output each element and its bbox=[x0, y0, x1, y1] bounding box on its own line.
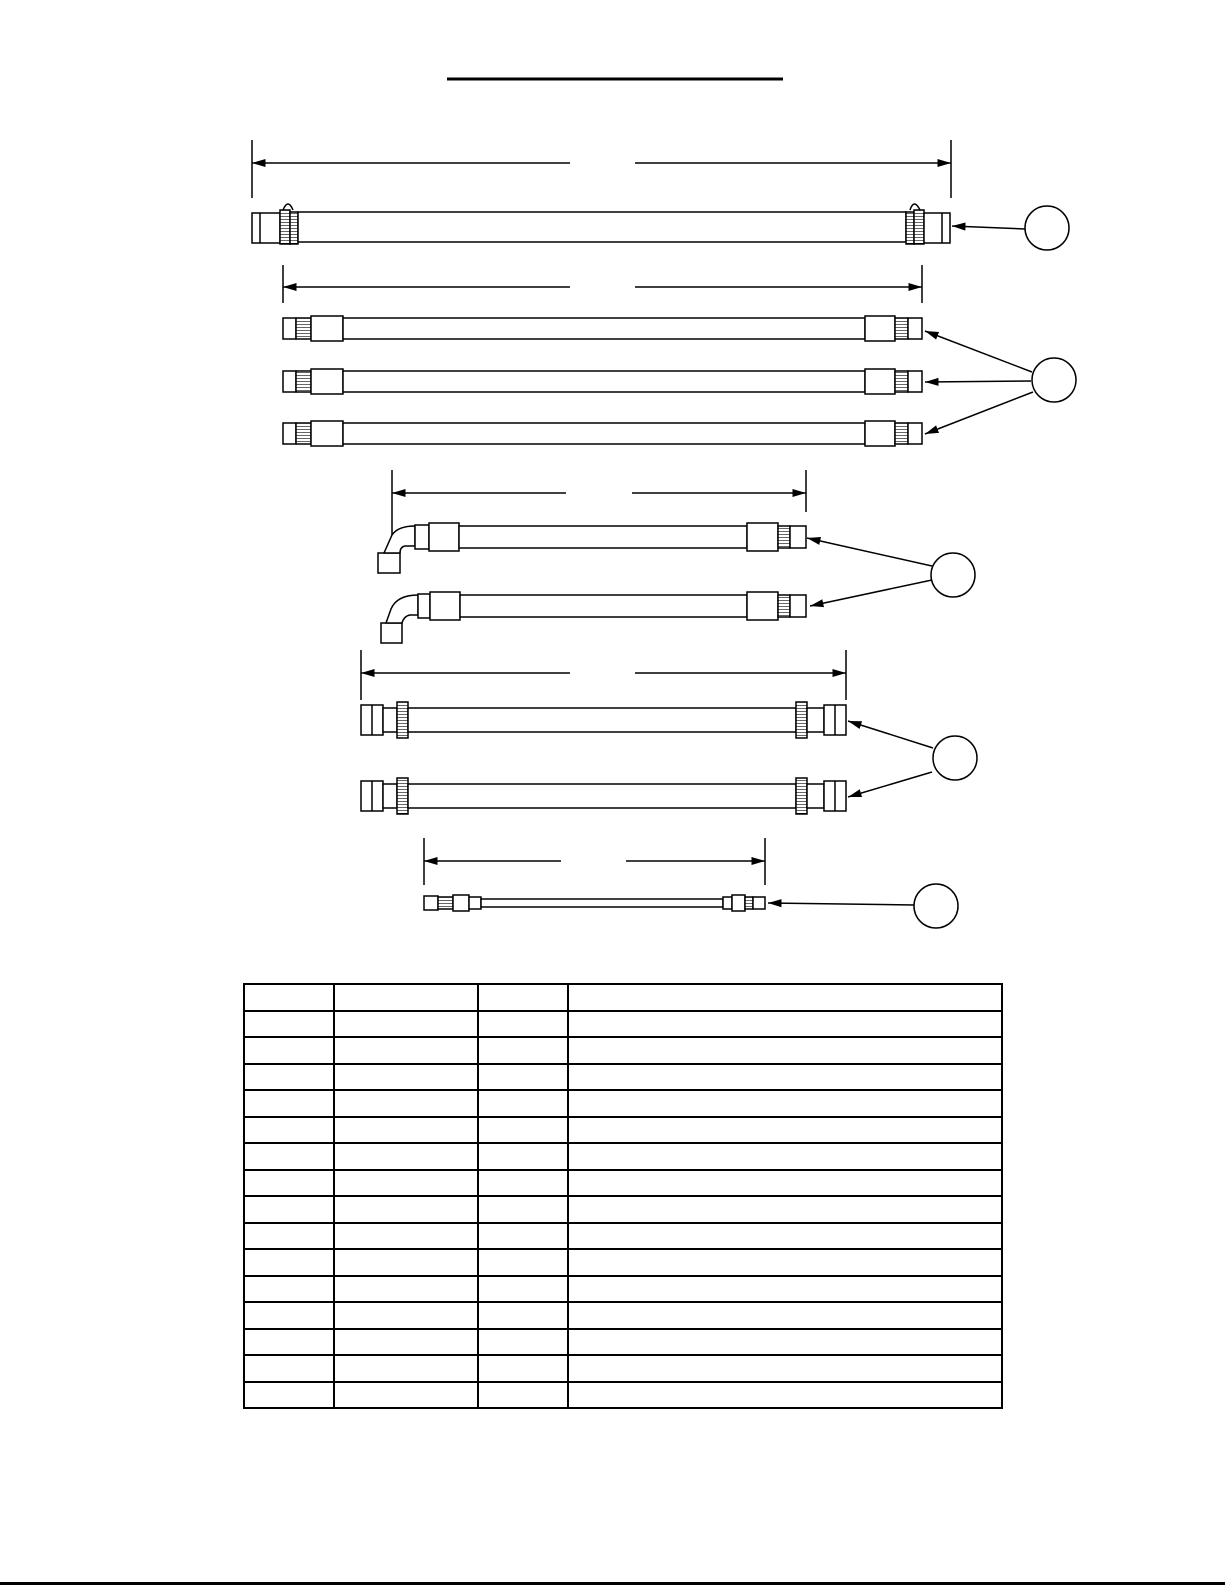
table-cell bbox=[568, 1117, 1002, 1144]
straight-hose bbox=[283, 369, 922, 394]
table-cell bbox=[244, 1329, 334, 1356]
table-cell bbox=[478, 1223, 568, 1250]
table-row bbox=[244, 1117, 1002, 1144]
table-cell bbox=[244, 1249, 334, 1276]
table-cell bbox=[334, 1143, 478, 1170]
table-row bbox=[244, 1143, 1002, 1170]
table-cell bbox=[334, 1011, 478, 1038]
table-cell bbox=[244, 1276, 334, 1303]
table-cell bbox=[568, 1011, 1002, 1038]
table-cell bbox=[478, 1355, 568, 1382]
elbow-hose bbox=[381, 592, 806, 643]
table-cell bbox=[568, 1196, 1002, 1223]
table-row bbox=[244, 1196, 1002, 1223]
leader-elbow-hose bbox=[807, 538, 975, 606]
table-row bbox=[244, 984, 1002, 1011]
dimension-line-large-fitting-hose bbox=[361, 650, 846, 700]
table-cell bbox=[478, 1143, 568, 1170]
table-cell bbox=[568, 1037, 1002, 1064]
table-cell bbox=[244, 1170, 334, 1197]
table-row bbox=[244, 1064, 1002, 1091]
table-cell bbox=[244, 1090, 334, 1117]
large-fitting-hose bbox=[361, 702, 846, 738]
table-cell bbox=[244, 1196, 334, 1223]
table-cell bbox=[334, 1064, 478, 1091]
table-cell bbox=[334, 1090, 478, 1117]
table-cell bbox=[478, 1329, 568, 1356]
table-row bbox=[244, 1302, 1002, 1329]
table-cell bbox=[244, 984, 334, 1011]
table-row bbox=[244, 1329, 1002, 1356]
table-cell bbox=[244, 1355, 334, 1382]
table-cell bbox=[478, 1090, 568, 1117]
straight-hose bbox=[283, 316, 922, 341]
small-hose bbox=[424, 895, 765, 911]
elbow-hose bbox=[378, 523, 806, 573]
dimension-line-clamped-hose bbox=[252, 140, 951, 198]
table-cell bbox=[568, 1302, 1002, 1329]
table-cell bbox=[334, 1276, 478, 1303]
table-cell bbox=[568, 1382, 1002, 1409]
table-cell bbox=[568, 1064, 1002, 1091]
table-cell bbox=[244, 1011, 334, 1038]
table-cell bbox=[334, 1223, 478, 1250]
table-cell bbox=[478, 1276, 568, 1303]
table-cell bbox=[244, 1302, 334, 1329]
table-cell bbox=[334, 1249, 478, 1276]
table-row bbox=[244, 1355, 1002, 1382]
table-cell bbox=[244, 1223, 334, 1250]
table-cell bbox=[334, 1170, 478, 1197]
table-cell bbox=[568, 1223, 1002, 1250]
table-cell bbox=[244, 1382, 334, 1409]
table-cell bbox=[334, 1329, 478, 1356]
dimension-line-small-hose bbox=[424, 838, 765, 885]
table-cell bbox=[478, 1170, 568, 1197]
table-cell bbox=[568, 1170, 1002, 1197]
table-cell bbox=[568, 1276, 1002, 1303]
leader-small-hose bbox=[768, 884, 958, 928]
table-row bbox=[244, 1037, 1002, 1064]
table-cell bbox=[244, 1143, 334, 1170]
table-cell bbox=[478, 1117, 568, 1144]
table-cell bbox=[334, 984, 478, 1011]
table-cell bbox=[568, 1143, 1002, 1170]
table-cell bbox=[334, 1117, 478, 1144]
table-cell bbox=[334, 1037, 478, 1064]
leader-large-fitting-hose bbox=[848, 721, 977, 797]
table-cell bbox=[478, 984, 568, 1011]
table-row bbox=[244, 1170, 1002, 1197]
clamped-hose bbox=[252, 204, 950, 244]
parts-list-body bbox=[244, 984, 1002, 1408]
table-cell bbox=[568, 1249, 1002, 1276]
table-cell bbox=[478, 1037, 568, 1064]
table-cell bbox=[568, 984, 1002, 1011]
table-cell bbox=[478, 1302, 568, 1329]
table-cell bbox=[568, 1090, 1002, 1117]
leader-clamped-hose bbox=[952, 206, 1069, 250]
parts-list-table bbox=[243, 983, 1003, 1409]
table-cell bbox=[478, 1249, 568, 1276]
table-row bbox=[244, 1223, 1002, 1250]
table-cell bbox=[478, 1196, 568, 1223]
dimension-line-straight-hose bbox=[283, 265, 922, 303]
table-cell bbox=[478, 1064, 568, 1091]
table-cell bbox=[334, 1355, 478, 1382]
table-cell bbox=[334, 1196, 478, 1223]
table-row bbox=[244, 1249, 1002, 1276]
table-cell bbox=[334, 1302, 478, 1329]
table-cell bbox=[568, 1355, 1002, 1382]
table-row bbox=[244, 1382, 1002, 1409]
table-cell bbox=[568, 1329, 1002, 1356]
leader-straight-hose bbox=[925, 331, 1076, 434]
straight-hose bbox=[283, 421, 922, 446]
table-row bbox=[244, 1276, 1002, 1303]
table-cell bbox=[334, 1382, 478, 1409]
table-row bbox=[244, 1011, 1002, 1038]
table-cell bbox=[244, 1117, 334, 1144]
table-cell bbox=[244, 1037, 334, 1064]
table-row bbox=[244, 1090, 1002, 1117]
table-cell bbox=[478, 1011, 568, 1038]
table-cell bbox=[244, 1064, 334, 1091]
large-fitting-hose bbox=[361, 778, 846, 814]
table-cell bbox=[478, 1382, 568, 1409]
